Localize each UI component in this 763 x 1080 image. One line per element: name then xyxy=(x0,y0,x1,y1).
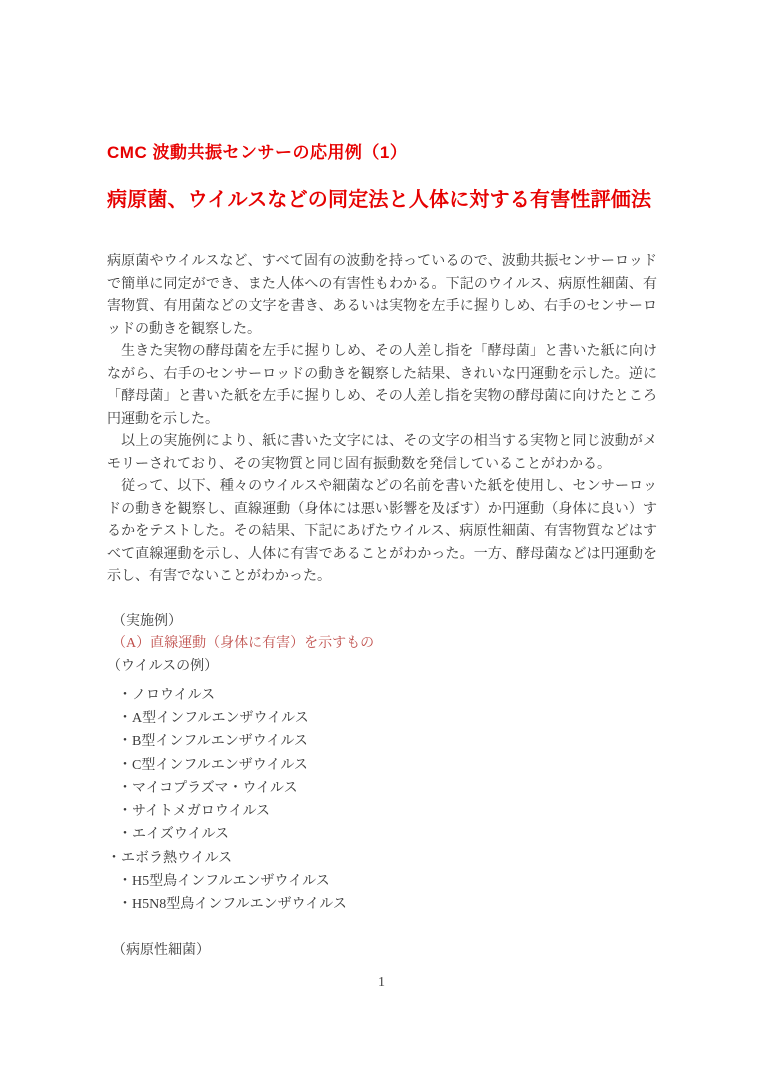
paragraph-test-results: 従って、以下、種々のウイルスや細菌などの名前を書いた紙を使用し、センサーロッドの動きを観察し、直線運動（身体には悪い影響を及ぼす）か円運動（身体に良い）するかをテストした。その結果、下記にあげたウイルス、病原性細菌、有害物質などはすべて直線運動を示し、人体に有害であることがわかった。一方、酵母菌などは円運動を示し、有害でないことがわかった。 xyxy=(107,479,657,584)
document-title: CMC 波動共振センサーの応用例（1） xyxy=(107,143,408,162)
virus-list-item: ・H5型鳥インフルエンザウイルス xyxy=(118,873,330,889)
example-sections xyxy=(107,611,657,963)
virus-list-item: ・サイトメガロウイルス xyxy=(118,804,271,820)
virus-list-item: ・エボラ熱ウイルス xyxy=(107,850,233,866)
body-text xyxy=(107,251,657,589)
paragraph-conclusion-memory: 以上の実施例により、紙に書いた文字には、その文字の相当する実物と同じ波動がメモリーされており、その実物質と同じ固有振動数を発信していることがわかる。 xyxy=(107,434,657,472)
section-a-heading: （A）直線運動（身体に有害）を示すもの xyxy=(112,636,375,652)
virus-list xyxy=(107,684,657,917)
document-subtitle: 病原菌、ウイルスなどの同定法と人体に対する有害性評価法 xyxy=(107,189,652,211)
virus-list-item: ・C型インフルエンザウイルス xyxy=(118,757,308,773)
virus-examples-label: （ウイルスの例） xyxy=(107,658,219,674)
virus-list-item: ・A型インフルエンザウイルス xyxy=(118,710,309,726)
virus-list-item: ・マイコプラズマ・ウイルス xyxy=(118,780,298,796)
paragraph-intro: 病原菌やウイルスなど、すべて固有の波動を持っているので、波動共振センサーロッドで簡単に同定ができ、また人体への有害性もわかる。下記のウイルス、病原性細菌、有害物質、有用菌などの文字を書き、あるいは実物を左手に握りしめ、右手のセンサーロッドの動きを観察した。 xyxy=(107,254,657,337)
virus-list-item: ・ノロウイルス xyxy=(118,687,216,703)
virus-list-item: ・H5N8型鳥インフルエンザウイルス xyxy=(118,897,347,913)
example-section-label: （実施例） xyxy=(112,613,182,629)
virus-list-item: ・B型インフルエンザウイルス xyxy=(118,734,308,750)
virus-list-item: ・エイズウイルス xyxy=(118,827,230,843)
pathogenic-bacteria-label: （病原性細菌） xyxy=(112,942,210,958)
page-number: 1 xyxy=(378,975,385,990)
paragraph-yeast-experiment: 生きた実物の酵母菌を左手に握りしめ、その人差し指を「酵母菌」と書いた紙に向けながら、右手のセンサーロッドの動きを観察した結果、きれいな円運動を示した。逆に「酵母菌」と書いた紙を左手に握りしめ、その人差し指を実物の酵母菌に向けたところ円運動を示した。 xyxy=(107,344,657,427)
